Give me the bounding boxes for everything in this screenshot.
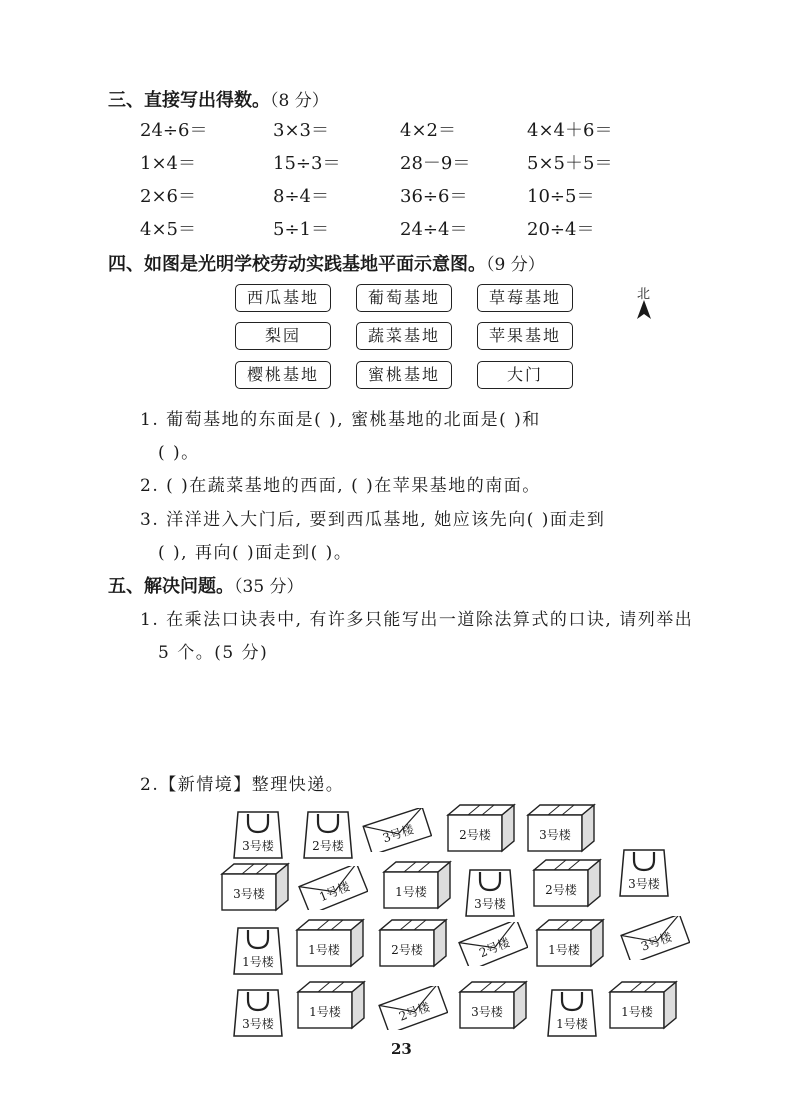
package-envelope (298, 866, 368, 914)
box-icon (535, 918, 605, 968)
section5-heading (108, 572, 304, 598)
envelope-icon (362, 808, 432, 852)
package-box (382, 860, 452, 914)
package-box (446, 803, 516, 857)
calc-item: 4×4＋6＝ (527, 120, 613, 141)
package-envelope (378, 986, 448, 1034)
box-icon (458, 980, 528, 1030)
package-label: 2号楼 (397, 999, 432, 1024)
package-bag (618, 840, 670, 902)
package-label: 1号楼 (308, 943, 340, 957)
s4-q1-line1: 1. 葡萄基地的东面是( ), 蜜桃基地的北面是( )和 (140, 410, 541, 430)
package-label: 3号楼 (381, 822, 416, 846)
package-box (608, 980, 678, 1034)
envelope-icon (620, 916, 690, 960)
bag-icon (232, 980, 284, 1038)
package-label: 3号楼 (242, 839, 274, 853)
package-label: 2号楼 (391, 943, 423, 957)
box-icon (220, 862, 290, 912)
package-label: 3号楼 (628, 877, 660, 891)
calc-item: 4×2＝ (400, 120, 456, 141)
package-label: 1号楼 (309, 1005, 341, 1019)
package-box (220, 862, 290, 916)
section5-points: （35 分） (234, 577, 304, 597)
map-cell: 梨园 (235, 322, 331, 350)
envelope-icon (298, 866, 368, 910)
package-label: 3号楼 (471, 1005, 503, 1019)
package-label: 1号楼 (556, 1017, 588, 1031)
package-bag (232, 918, 284, 980)
box-icon (382, 860, 452, 910)
package-box (458, 980, 528, 1034)
package-label: 1号楼 (395, 885, 427, 899)
package-label: 2号楼 (459, 828, 491, 842)
calc-item: 2×6＝ (140, 186, 196, 207)
package-label: 3号楼 (639, 929, 674, 954)
section4-heading (108, 250, 545, 276)
section3-heading (108, 86, 329, 112)
calc-item: 24÷6＝ (140, 120, 208, 141)
calc-item: 28－9＝ (400, 153, 471, 174)
section5-title: 五、解决问题。 (108, 576, 234, 597)
north-label: 北 (637, 287, 651, 302)
package-label: 3号楼 (539, 828, 571, 842)
envelope-icon (378, 986, 448, 1030)
section4-points: （9 分） (486, 255, 545, 275)
package-label: 1号楼 (242, 955, 274, 969)
calc-item: 24÷4＝ (400, 219, 468, 240)
package-box (378, 918, 448, 972)
package-label: 2号楼 (477, 935, 512, 961)
calc-item: 5÷1＝ (273, 219, 329, 240)
package-label: 3号楼 (233, 887, 265, 901)
bag-icon (618, 840, 670, 898)
map-cell: 大门 (477, 361, 573, 389)
s4-q2: 2. ( )在蔬菜基地的西面, ( )在苹果基地的南面。 (140, 476, 541, 496)
calc-item: 5×5＋5＝ (527, 153, 613, 174)
package-box (532, 858, 602, 912)
package-label: 1号楼 (548, 943, 580, 957)
north-arrow-icon (636, 300, 652, 320)
section3-title: 三、直接写出得数。 (108, 90, 270, 111)
envelope-icon (458, 922, 528, 966)
map-cell: 葡萄基地 (356, 284, 452, 312)
section4-title: 四、如图是光明学校劳动实践基地平面示意图。 (108, 254, 486, 275)
package-envelope (458, 922, 528, 970)
s4-q3-line1: 3. 洋洋进入大门后, 要到西瓜基地, 她应该先向( )面走到 (140, 510, 606, 530)
package-label: 1号楼 (621, 1005, 653, 1019)
box-icon (532, 858, 602, 908)
package-bag (232, 980, 284, 1042)
calc-item: 36÷6＝ (400, 186, 468, 207)
box-icon (296, 980, 366, 1030)
s5-q1-line2: 5 个。(5 分) (158, 643, 269, 663)
box-icon (526, 803, 596, 853)
package-label: 2号楼 (545, 883, 577, 897)
section3-points: （8 分） (270, 91, 329, 111)
package-box (296, 980, 366, 1034)
package-label: 1号楼 (317, 879, 352, 905)
map-cell: 樱桃基地 (235, 361, 331, 389)
package-box (535, 918, 605, 972)
map-cell: 西瓜基地 (235, 284, 331, 312)
bag-icon (302, 802, 354, 860)
s4-q1-line2: ( )。 (158, 443, 200, 463)
s5-q2-title: 2.【新情境】整理快递。 (140, 775, 345, 795)
calc-item: 3×3＝ (273, 120, 329, 141)
map-cell: 苹果基地 (477, 322, 573, 350)
calc-item: 1×4＝ (140, 153, 196, 174)
package-box (526, 803, 596, 857)
package-label: 3号楼 (242, 1017, 274, 1031)
package-bag (302, 802, 354, 864)
box-icon (446, 803, 516, 853)
bag-icon (464, 860, 516, 918)
box-icon (378, 918, 448, 968)
package-envelope (620, 916, 690, 964)
calc-item: 10÷5＝ (527, 186, 595, 207)
box-icon (608, 980, 678, 1030)
s5-q1-line1: 1. 在乘法口诀表中, 有许多只能写出一道除法算式的口诀, 请列举出 (140, 610, 694, 630)
map-cell: 蔬菜基地 (356, 322, 452, 350)
map-cell: 蜜桃基地 (356, 361, 452, 389)
calc-item: 15÷3＝ (273, 153, 341, 174)
calc-item: 20÷4＝ (527, 219, 595, 240)
box-icon (295, 918, 365, 968)
page-number: 23 (391, 1040, 412, 1058)
bag-icon (232, 918, 284, 976)
package-bag (464, 860, 516, 922)
package-label: 2号楼 (312, 839, 344, 853)
bag-icon (546, 980, 598, 1038)
calc-item: 4×5＝ (140, 219, 196, 240)
package-box (295, 918, 365, 972)
s4-q3-line2: ( ), 再向( )面走到( )。 (158, 543, 353, 563)
package-bag (546, 980, 598, 1042)
package-envelope (362, 808, 432, 856)
map-cell: 草莓基地 (477, 284, 573, 312)
package-bag (232, 802, 284, 864)
calc-item: 8÷4＝ (273, 186, 329, 207)
package-label: 3号楼 (474, 897, 506, 911)
bag-icon (232, 802, 284, 860)
